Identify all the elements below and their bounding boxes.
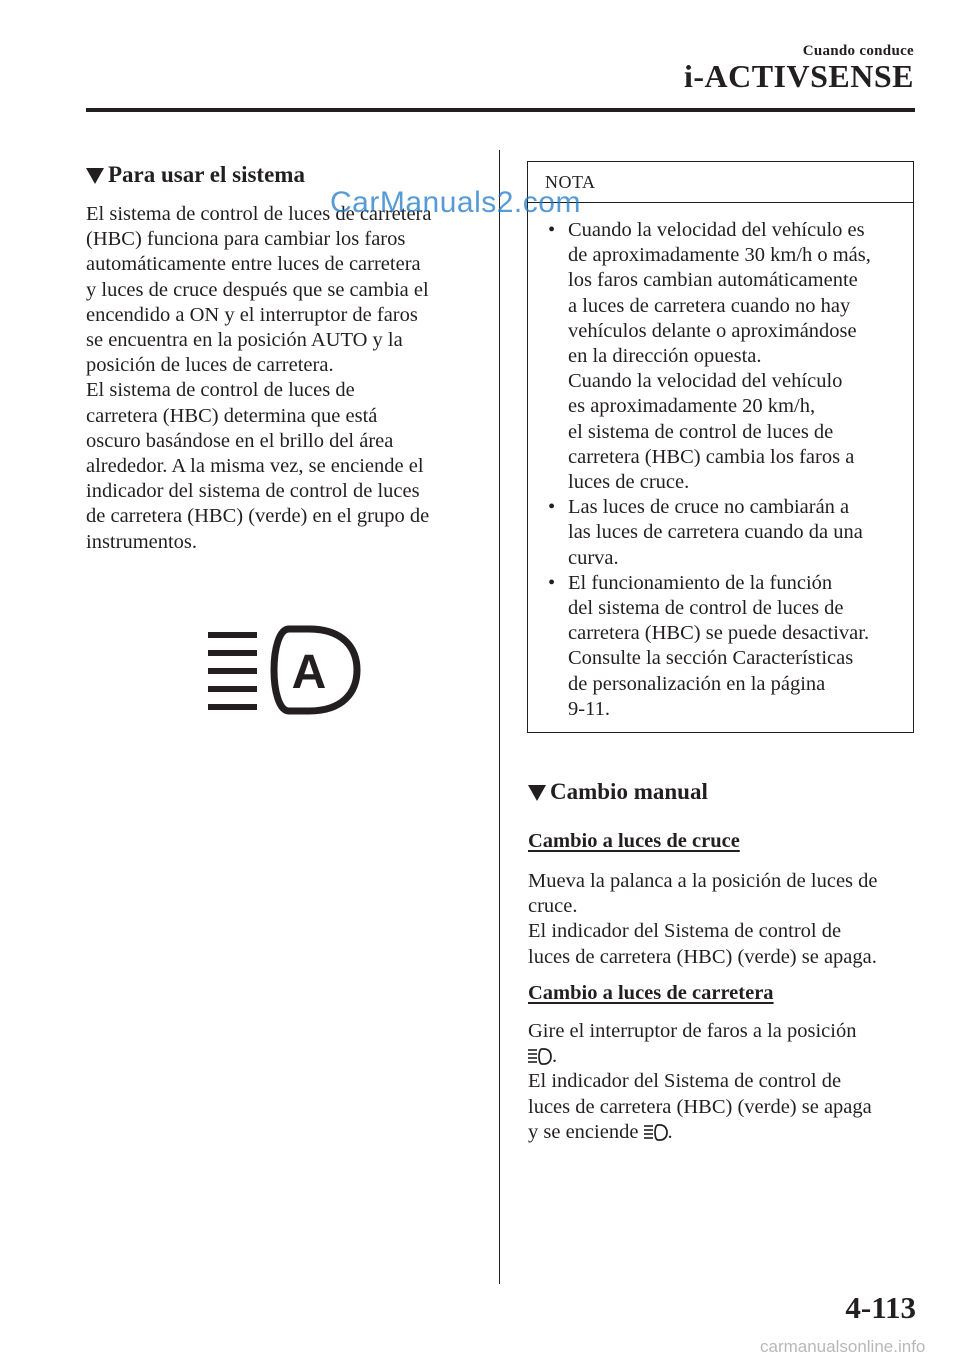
text-line: y luces de cruce después que se cambia el [86, 278, 429, 301]
section-heading-text: Para usar el sistema [108, 162, 305, 187]
text-line: oscuro basándose en el brillo del área [86, 429, 394, 452]
footer-watermark: carmanualsonline.info [760, 1337, 926, 1356]
usage-paragraph [86, 202, 432, 555]
text-line: El sistema de control de luces de carretera [86, 203, 432, 225]
bullet-dot-icon: • [548, 219, 556, 241]
bullet-dot-icon: • [548, 496, 556, 519]
high-beam-icon [528, 1048, 552, 1065]
low-beam-paragraph [528, 869, 878, 970]
text-line: y se enciende . [528, 1120, 673, 1143]
text-line: en la dirección opuesta. [568, 345, 762, 368]
page-number: 4-113 [845, 1290, 916, 1325]
text-line: es aproximadamente 20 km/h, [568, 395, 816, 418]
section-name: Cuando conduce [802, 43, 914, 59]
text-line: Consulte la sección Características [568, 647, 854, 670]
text-line: (HBC) funciona para cambiar los faros [86, 228, 406, 251]
text-line: se encuentra en la posición AUTO y la [86, 329, 403, 352]
text-line: del sistema de control de luces de [568, 597, 844, 620]
text-line: automáticamente entre luces de carretera [86, 253, 421, 276]
text-line: luces de carretera (HBC) (verde) se apaga [528, 1095, 872, 1118]
watermark-logo: CarManuals2.com [330, 186, 581, 219]
section-heading-text: Cambio manual [550, 779, 708, 804]
text-line: Gire el interruptor de faros a la posición [528, 1020, 857, 1042]
text-line: . [528, 1044, 872, 1069]
text-line: Cuando la velocidad del vehículo [568, 370, 843, 393]
subheading-high-beam: Cambio a luces de carretera [528, 982, 774, 1004]
high-beam-icon [644, 1124, 668, 1141]
section-heading-manual [528, 778, 708, 806]
note-bullet-item [548, 495, 871, 571]
hbc-indicator-icon [205, 622, 365, 723]
hbc-letter-label: A [291, 646, 327, 699]
text-line: Mueva la palanca a la posición de luces de [528, 870, 878, 892]
text-line: luces de cruce. [568, 471, 690, 494]
note-bullet-item [548, 571, 871, 722]
text-line: El funcionamiento de la función [568, 571, 833, 594]
text-line: las luces de carretera cuando da una [568, 521, 863, 544]
text-line: de aproximadamente 30 km/h o más, [568, 244, 871, 267]
text-line: alrededor. A la misma vez, se enciende el [86, 455, 424, 478]
text-line: El indicador del Sistema de control de [528, 1070, 842, 1093]
triangle-bullet-icon [528, 785, 546, 801]
text-line: indicador del sistema de control de luces [86, 480, 420, 503]
text-line: instrumentos. [86, 530, 198, 553]
column-divider [499, 150, 500, 1284]
text-line: cruce. [528, 895, 578, 918]
bullet-dot-icon: • [548, 571, 556, 594]
text-line: de personalización en la página [568, 672, 826, 695]
text-line: vehículos delante o aproximándose [568, 319, 857, 342]
text-line: luces de carretera (HBC) (verde) se apaga. [528, 945, 877, 968]
text-line: curva. [568, 546, 619, 569]
note-bullet-list [548, 218, 871, 722]
text-line: posición de luces de carretera. [86, 354, 334, 377]
text-line: El sistema de control de luces de [86, 379, 355, 402]
text-line: los faros cambian automáticamente [568, 269, 858, 292]
text-line: Las luces de cruce no cambiarán a [568, 496, 850, 519]
text-line: de carretera (HBC) (verde) en el grupo de [86, 505, 430, 528]
subheading-low-beam: Cambio a luces de cruce [528, 830, 740, 852]
section-heading-usage [86, 161, 305, 189]
note-label: NOTA [545, 172, 596, 192]
text-line: encendido a ON y el interruptor de faros [86, 303, 418, 326]
text-line: a luces de carretera cuando no hay [568, 294, 851, 317]
text-line: carretera (HBC) cambia los faros a [568, 445, 855, 468]
chapter-title: i-ACTIVSENSE [683, 58, 914, 94]
high-beam-paragraph [528, 1019, 872, 1145]
text-line: 9-11. [568, 697, 610, 720]
text-line: el sistema de control de luces de [568, 420, 834, 443]
header-rule [86, 108, 915, 112]
text-line: Cuando la velocidad del vehículo es [568, 219, 865, 241]
hbc-indicator-svg [205, 622, 365, 718]
note-bullet-item [548, 218, 871, 495]
text-line: carretera (HBC) se puede desactivar. [568, 622, 870, 645]
text-line: El indicador del Sistema de control de [528, 920, 842, 943]
text-line: carretera (HBC) determina que está [86, 404, 378, 427]
note-divider [528, 202, 913, 203]
triangle-bullet-icon [86, 168, 104, 184]
